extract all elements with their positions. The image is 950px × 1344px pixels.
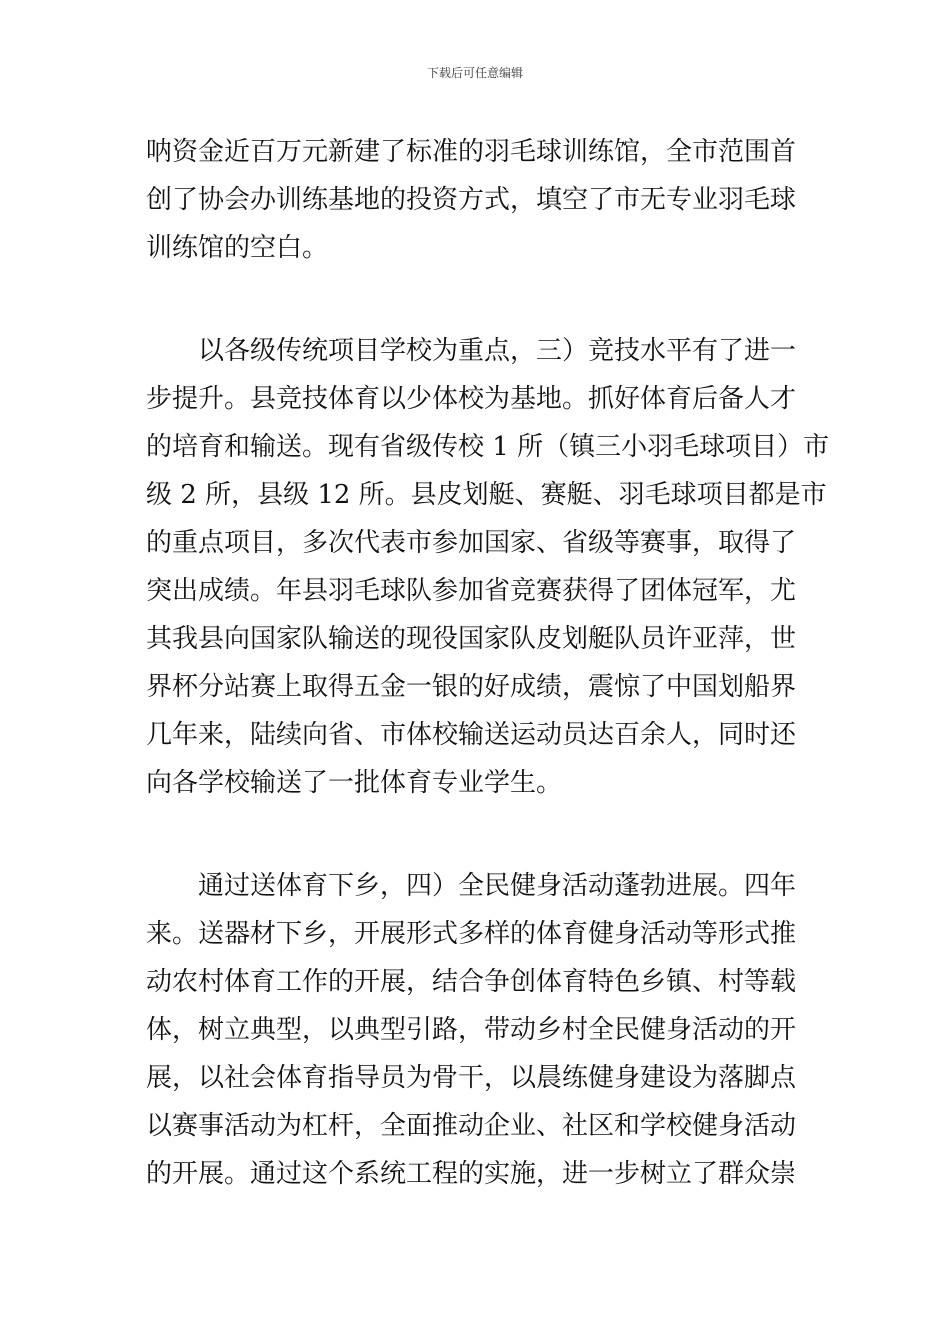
paragraph-2-line-8: 界杯分站赛上取得五金一银的好成绩，震惊了中国划船界 — [146, 672, 797, 702]
paragraph-3-line-5: 展，以社会体育指导员为骨干，以晨练健身建设为落脚点 — [146, 1063, 797, 1093]
paragraph-3-line-6: 以赛事活动为杠杆，全面推动企业、社区和学校健身活动 — [146, 1111, 797, 1141]
paragraph-3-line-2: 来。送器材下乡，开展形式多样的体育健身活动等形式推 — [146, 919, 797, 949]
paragraph-2-line-5: 的重点项目，多次代表市参加国家、省级等赛事，取得了 — [146, 528, 797, 558]
paragraph-1-line-1: 呐资金近百万元新建了标准的羽毛球训练馆，全市范围首 — [146, 137, 797, 167]
paragraph-3-line-7: 的开展。通过这个系统工程的实施，进一步树立了群众崇 — [146, 1159, 797, 1189]
paragraph-1-line-2: 创了协会办训练基地的投资方式，填空了市无专业羽毛球 — [146, 185, 797, 215]
paragraph-2-line-3: 的培育和输送。现有省级传校 1 所（镇三小羽毛球项目）市 — [146, 432, 830, 462]
paragraph-3-line-1: 通过送体育下乡，四）全民健身活动蓬勃进展。四年 — [198, 871, 797, 901]
paragraph-2-line-10: 向各学校输送了一批体育专业学生。 — [146, 768, 563, 798]
paragraph-1-line-3: 训练馆的空白。 — [146, 233, 329, 263]
paragraph-2-line-2: 步提升。县竞技体育以少体校为基地。抓好体育后备人才 — [146, 384, 797, 414]
paragraph-2-line-6: 突出成绩。年县羽毛球队参加省竞赛获得了团体冠军，尤 — [146, 576, 797, 606]
paragraph-2-line-4: 级 2 所，县级 12 所。县皮划艇、赛艇、羽毛球项目都是市 — [146, 480, 827, 510]
paragraph-3-line-3: 动农村体育工作的开展，结合争创体育特色乡镇、村等载 — [146, 967, 797, 997]
paragraph-2-line-9: 几年来，陆续向省、市体校输送运动员达百余人，同时还 — [146, 720, 797, 750]
paragraph-2-line-7: 其我县向国家队输送的现役国家队皮划艇队员许亚萍，世 — [146, 624, 797, 654]
paragraph-2-line-1: 以各级传统项目学校为重点，三）竞技水平有了进一 — [198, 336, 797, 366]
page-header: 下载后可任意编辑 — [426, 66, 523, 80]
paragraph-3-line-4: 体，树立典型，以典型引路，带动乡村全民健身活动的开 — [146, 1015, 797, 1045]
